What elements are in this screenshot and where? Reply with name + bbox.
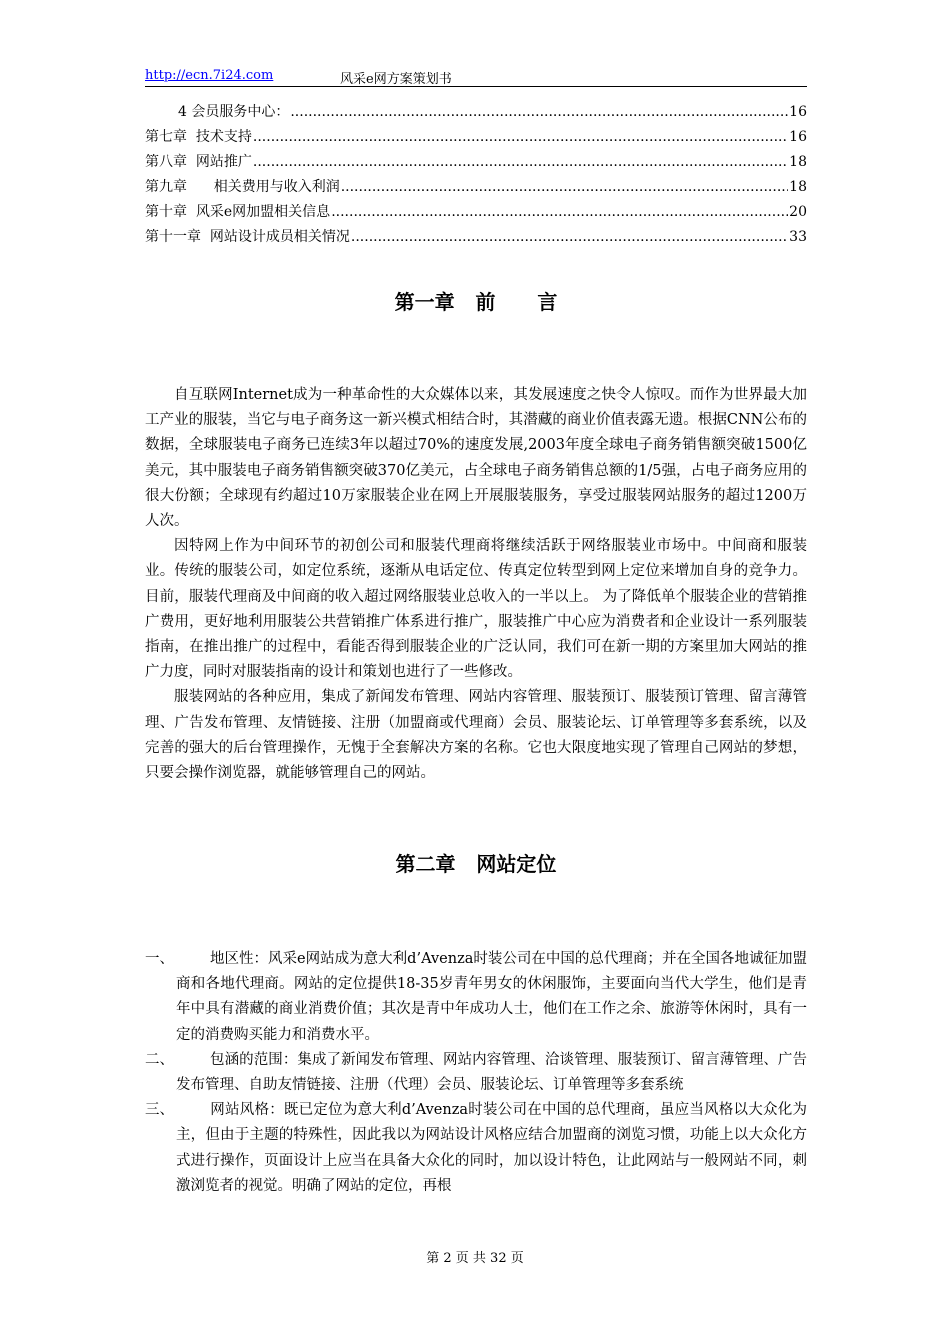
toc-entry-page: 18 xyxy=(789,179,807,195)
site-url-link[interactable]: http://ecn.7i24.com xyxy=(145,68,274,83)
toc-entry-label: 第十章 风采e网加盟相关信息 xyxy=(145,204,331,220)
toc-entry[interactable] xyxy=(145,150,807,175)
toc-entry-label: 第八章 网站推广 xyxy=(145,154,252,170)
page-header xyxy=(145,68,807,87)
toc-leader-dots xyxy=(253,125,788,150)
toc-entry-page: 18 xyxy=(789,154,807,170)
list-item-text: 包涵的范围：集成了新闻发布管理、网站内容管理、洽谈管理、服装预订、留言薄管理、广告发布管理、自助友情链接、注册（代理）会员、服装论坛、订单管理等多套系统 xyxy=(176,1051,807,1094)
toc-entry-page: 20 xyxy=(789,204,807,220)
toc-entry-label: 第九章 相关费用与收入利润 xyxy=(145,179,340,195)
table-of-contents xyxy=(145,100,807,250)
toc-entry-label: 第十一章 网站设计成员相关情况 xyxy=(145,229,350,245)
list-item xyxy=(145,1098,807,1199)
toc-entry-label: 第七章 技术支持 xyxy=(145,129,252,145)
list-item-number: 二、 xyxy=(145,1051,174,1068)
chapter-2-list xyxy=(145,947,807,1199)
toc-leader-dots xyxy=(341,175,788,200)
toc-entry-page: 16 xyxy=(789,129,807,145)
list-item-text: 地区性：风采e网站成为意大利d’Avenza时装公司在中国的总代理商；并在全国各地诚征加盟商和各地代理商。网站的定位提供18-35岁青年男女的休闲服饰，主要面向当代大学生，他们是青年中具有潜藏的商业消费价值；其次是青中年成功人士，他们在工作之余、旅游等休闲时，具有一定的消费购买能力和消费水平。 xyxy=(176,951,807,1043)
document-title: 风采e网方案策划书 xyxy=(340,72,452,87)
chapter-1-body xyxy=(145,383,807,786)
paragraph: 因特网上作为中间环节的初创公司和服装代理商将继续活跃于网络服装业市场中。中间商和服装业。传统的服装公司，如定位系统，逐渐从电话定位、传真定位转型到网上定位来增加自身的竞争力。目前，服装代理商及中间商的收入超过网络服装业总收入的一半以上。 为了降低单个服装企业的营销推广费用，更好地利用服装公共营销推广体系进行推广，服装推广中心应为消费者和企业设计一系列服装指南，在推出推广的过程中，看能否得到服装企业的广泛认同，我们可在新一期的方案里加大网站的推广力度，同时对服装指南的设计和策划也进行了一些修改。 xyxy=(145,538,807,681)
toc-leader-dots xyxy=(351,225,788,250)
toc-entry-page: 16 xyxy=(789,104,807,120)
toc-leader-dots xyxy=(253,150,788,175)
list-item-number: 三、 xyxy=(145,1102,174,1119)
chapter-1-heading: 第一章 前 言 xyxy=(394,290,558,314)
list-item-number: 一、 xyxy=(145,951,174,967)
chapter-2-heading: 第二章 网站定位 xyxy=(395,852,557,876)
toc-entry[interactable] xyxy=(145,225,807,250)
page-footer: 第 2 页 共 32 页 xyxy=(426,1251,524,1266)
toc-entry-page: 33 xyxy=(789,229,807,245)
toc-entry[interactable] xyxy=(145,200,807,225)
toc-leader-dots xyxy=(290,100,788,125)
list-item xyxy=(145,947,807,1048)
list-item xyxy=(145,1048,807,1098)
list-item-text: 网站风格：既已定位为意大利d’Avenza时装公司在中国的总代理商，虽应当风格以大众化为主，但由于主题的特殊性，因此我以为网站设计风格应结合加盟商的浏览习惯，功能上以大众化方式进行操作，页面设计上应当在具备大众化的同时，加以设计特色，让此网站与一般网站不同，刺激浏览者的视觉。明确了网站的定位，再根 xyxy=(176,1102,807,1194)
toc-entry[interactable] xyxy=(145,175,807,200)
toc-entry-label: 4 会员服务中心： xyxy=(178,104,290,120)
toc-entry[interactable] xyxy=(145,100,807,125)
toc-entry[interactable] xyxy=(145,125,807,150)
toc-leader-dots xyxy=(331,200,788,225)
paragraph: 服装网站的各种应用，集成了新闻发布管理、网站内容管理、服装预订、服装预订管理、留言薄管理、广告发布管理、友情链接、注册（加盟商或代理商）会员、服装论坛、订单管理等多套系统，以及完善的强大的后台管理操作，无愧于全套解决方案的名称。它也大限度地实现了管理自己网站的梦想，只要会操作浏览器，就能够管理自己的网站。 xyxy=(145,689,807,782)
paragraph: 自互联网Internet成为一种革命性的大众媒体以来，其发展速度之快令人惊叹。而作为世界最大加工产业的服装，当它与电子商务这一新兴模式相结合时，其潜藏的商业价值表露无遗。根据CNN公布的数据，全球服装电子商务已连续3年以超过70%的速度发展,2003年度全球电子商务销售额突破1500亿美元，其中服装电子商务销售额突破370亿美元，占全球电子商务销售总额的1/5强，占电子商务应用的很大份额；全球现有约超过10万家服装企业在网上开展服装服务，享受过服装网站服务的超过1200万人次。 xyxy=(145,387,807,530)
